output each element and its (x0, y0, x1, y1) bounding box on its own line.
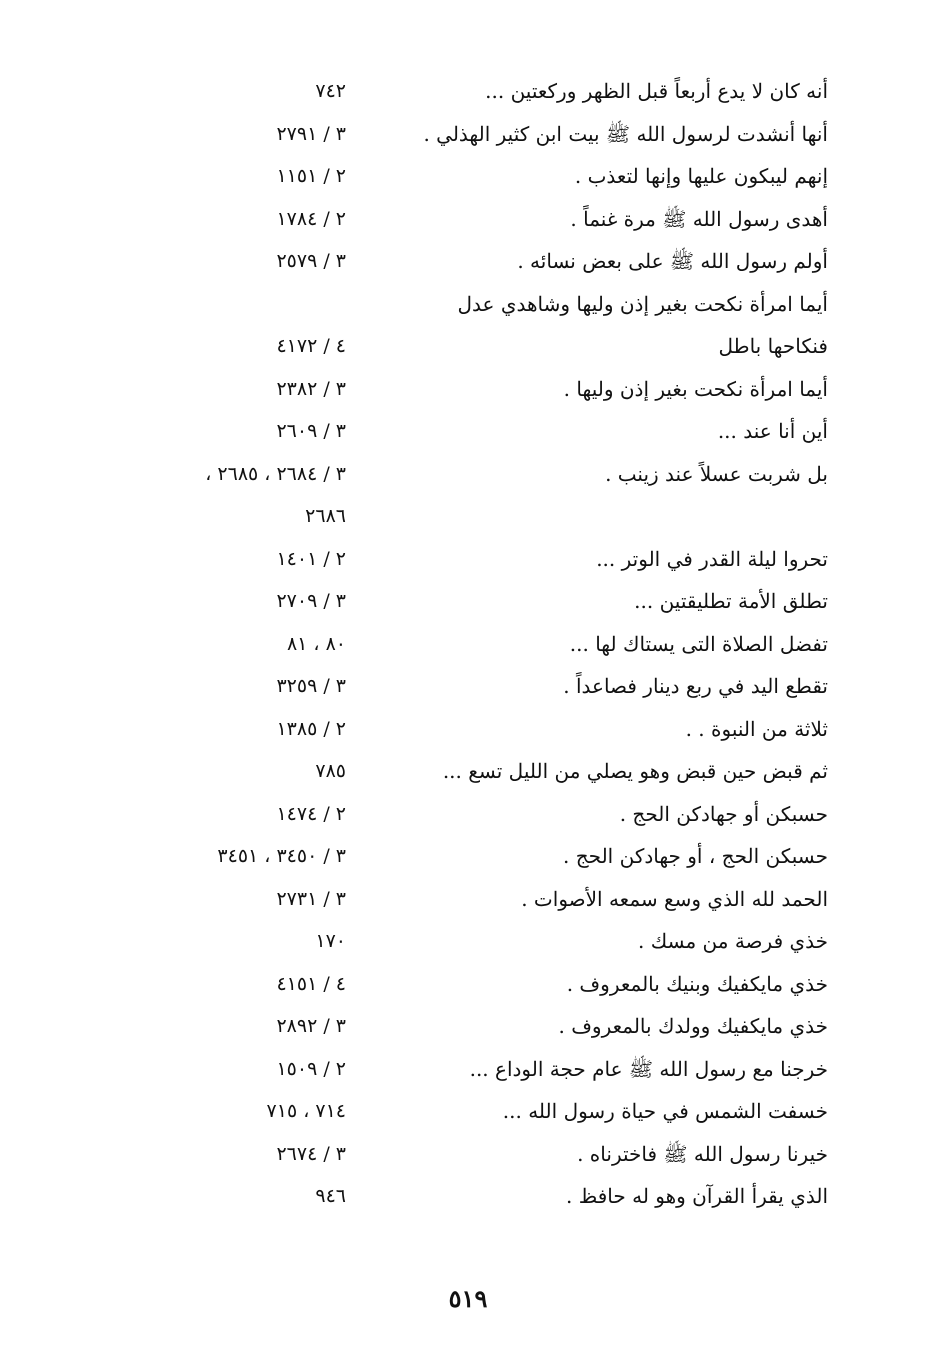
index-entry (0, 240, 936, 283)
entry-reference: ٢ / ١٣٨٥ (276, 717, 346, 740)
entry-reference: ٢ / ١٧٨٤ (276, 207, 346, 230)
entry-reference: ٢ / ١٤٠١ (276, 547, 346, 570)
entry-text: ثلاثة من النبوة . . (685, 716, 828, 741)
entry-text: أهدى رسول الله ﷺ مرة غنماً . (570, 206, 828, 231)
index-entry (0, 1048, 936, 1091)
entry-reference: ٣ / ٢٦٠٩ (276, 420, 346, 442)
entry-reference: ٣ / ٢٧٩١ (276, 122, 346, 145)
entry-reference: ٣ / ٢٥٧٩ (276, 250, 346, 272)
index-entries (0, 70, 936, 1218)
entry-reference: ٣ / ٢٧٠٩ (276, 590, 346, 612)
entry-text: أين أنا عند ... (717, 419, 828, 443)
entry-text: حسبكن الحج ، أو جهادكن الحج . (563, 844, 828, 868)
entry-text: الحمد لله الذي وسع سمعه الأصوات . (521, 886, 828, 911)
entry-text: خذي مايكفيك وبنيك بالمعروف . (566, 971, 828, 996)
entry-reference: ٣ / ٢٦٧٤ (276, 1142, 346, 1165)
index-entry (0, 920, 936, 963)
index-entry (0, 70, 936, 113)
index-entry (0, 453, 936, 496)
index-entry (0, 198, 936, 241)
index-entry (0, 750, 936, 793)
entry-text: خذي مايكفيك وولدك بالمعروف . (558, 1014, 828, 1038)
index-entry (0, 665, 936, 708)
entry-reference: ١٧٠ (315, 930, 346, 952)
entry-reference: ٣ / ٢٨٩٢ (276, 1015, 346, 1037)
entry-reference: ٧٤٢ (315, 80, 346, 102)
entry-reference: ٩٤٦ (315, 1185, 346, 1207)
entry-reference: ٣ / ٢٦٨٤ ، ٢٦٨٥ ، (205, 462, 346, 485)
entry-text: أنها أنشدت لرسول الله ﷺ بيت ابن كثير الهذلي . (423, 121, 828, 146)
entry-reference: ٢٦٨٦ (305, 505, 346, 527)
entry-text: تحروا ليلة القدر في الوتر ... (596, 546, 828, 571)
entry-text: ثم قبض حين قبض وهو يصلي من الليل تسع ... (442, 759, 828, 783)
entry-reference: ٣ / ٣٢٥٩ (276, 675, 346, 697)
entry-text: خذي فرصة من مسك . (638, 929, 828, 953)
index-entry (0, 963, 936, 1006)
entry-text: تقطع اليد في ربع دينار فصاعداً . (563, 674, 828, 698)
index-entry (0, 835, 936, 878)
entry-reference: ٢ / ١٥٠٩ (276, 1057, 346, 1080)
entry-reference: ٧٨٥ (315, 760, 346, 782)
index-entry (0, 495, 936, 538)
entry-reference: ٧١٤ ، ٧١٥ (266, 1100, 346, 1122)
entry-text: حسبكن أو جهادكن الحج . (619, 801, 828, 826)
entry-text: أيما امرأة نكحت بغير إذن وليها . (563, 376, 828, 401)
entry-text: فنكاحها باطل (718, 334, 828, 358)
entry-reference: ٢ / ١٤٧٤ (276, 802, 346, 825)
index-entry (0, 325, 936, 368)
entry-text: تطلق الأمة تطليقتين ... (634, 589, 828, 613)
page-number: ٥١٩ (448, 1284, 488, 1313)
entry-reference: ٣ / ٢٧٣١ (276, 887, 346, 910)
entry-text: أيما امرأة نكحت بغير إذن وليها وشاهدي عدل (457, 291, 828, 316)
entry-text: خيرنا رسول الله ﷺ فاخترناه . (577, 1141, 828, 1166)
entry-reference: ٤ / ٤١٥١ (276, 972, 346, 995)
index-entry (0, 793, 936, 836)
index-entry (0, 368, 936, 411)
index-entry (0, 623, 936, 666)
index-entry (0, 538, 936, 581)
entry-text: أنه كان لا يدع أربعاً قبل الظهر وركعتين ... (485, 79, 828, 103)
index-entry (0, 708, 936, 751)
index-entry (0, 283, 936, 326)
index-entry (0, 1005, 936, 1048)
entry-text: الذي يقرأ القرآن وهو له حافظ . (566, 1184, 828, 1208)
entry-text: خرجنا مع رسول الله ﷺ عام حجة الوداع ... (469, 1056, 828, 1081)
entry-text: تفضل الصلاة التى يستاك لها ... (569, 631, 828, 656)
index-entry (0, 1133, 936, 1176)
index-entry (0, 155, 936, 198)
entry-text: أولم رسول الله ﷺ على بعض نسائه . (517, 249, 828, 273)
index-entry (0, 1175, 936, 1218)
entry-text: بل شربت عسلاً عند زينب . (605, 461, 828, 486)
index-entry (0, 113, 936, 156)
index-entry (0, 1090, 936, 1133)
entry-reference: ٣ / ٢٣٨٢ (276, 377, 346, 400)
index-entry (0, 410, 936, 453)
entry-reference: ٣ / ٣٤٥٠ ، ٣٤٥١ (217, 845, 346, 867)
entry-reference: ٨٠ ، ٨١ (286, 632, 346, 655)
index-entry (0, 878, 936, 921)
index-entry (0, 580, 936, 623)
entry-text: إنهم ليبكون عليها وإنها لتعذب . (574, 164, 828, 188)
entry-reference: ٤ / ٤١٧٢ (276, 335, 346, 357)
entry-reference: ٢ / ١١٥١ (276, 165, 346, 187)
entry-text: خسفت الشمس في حياة رسول الله ... (502, 1099, 828, 1123)
